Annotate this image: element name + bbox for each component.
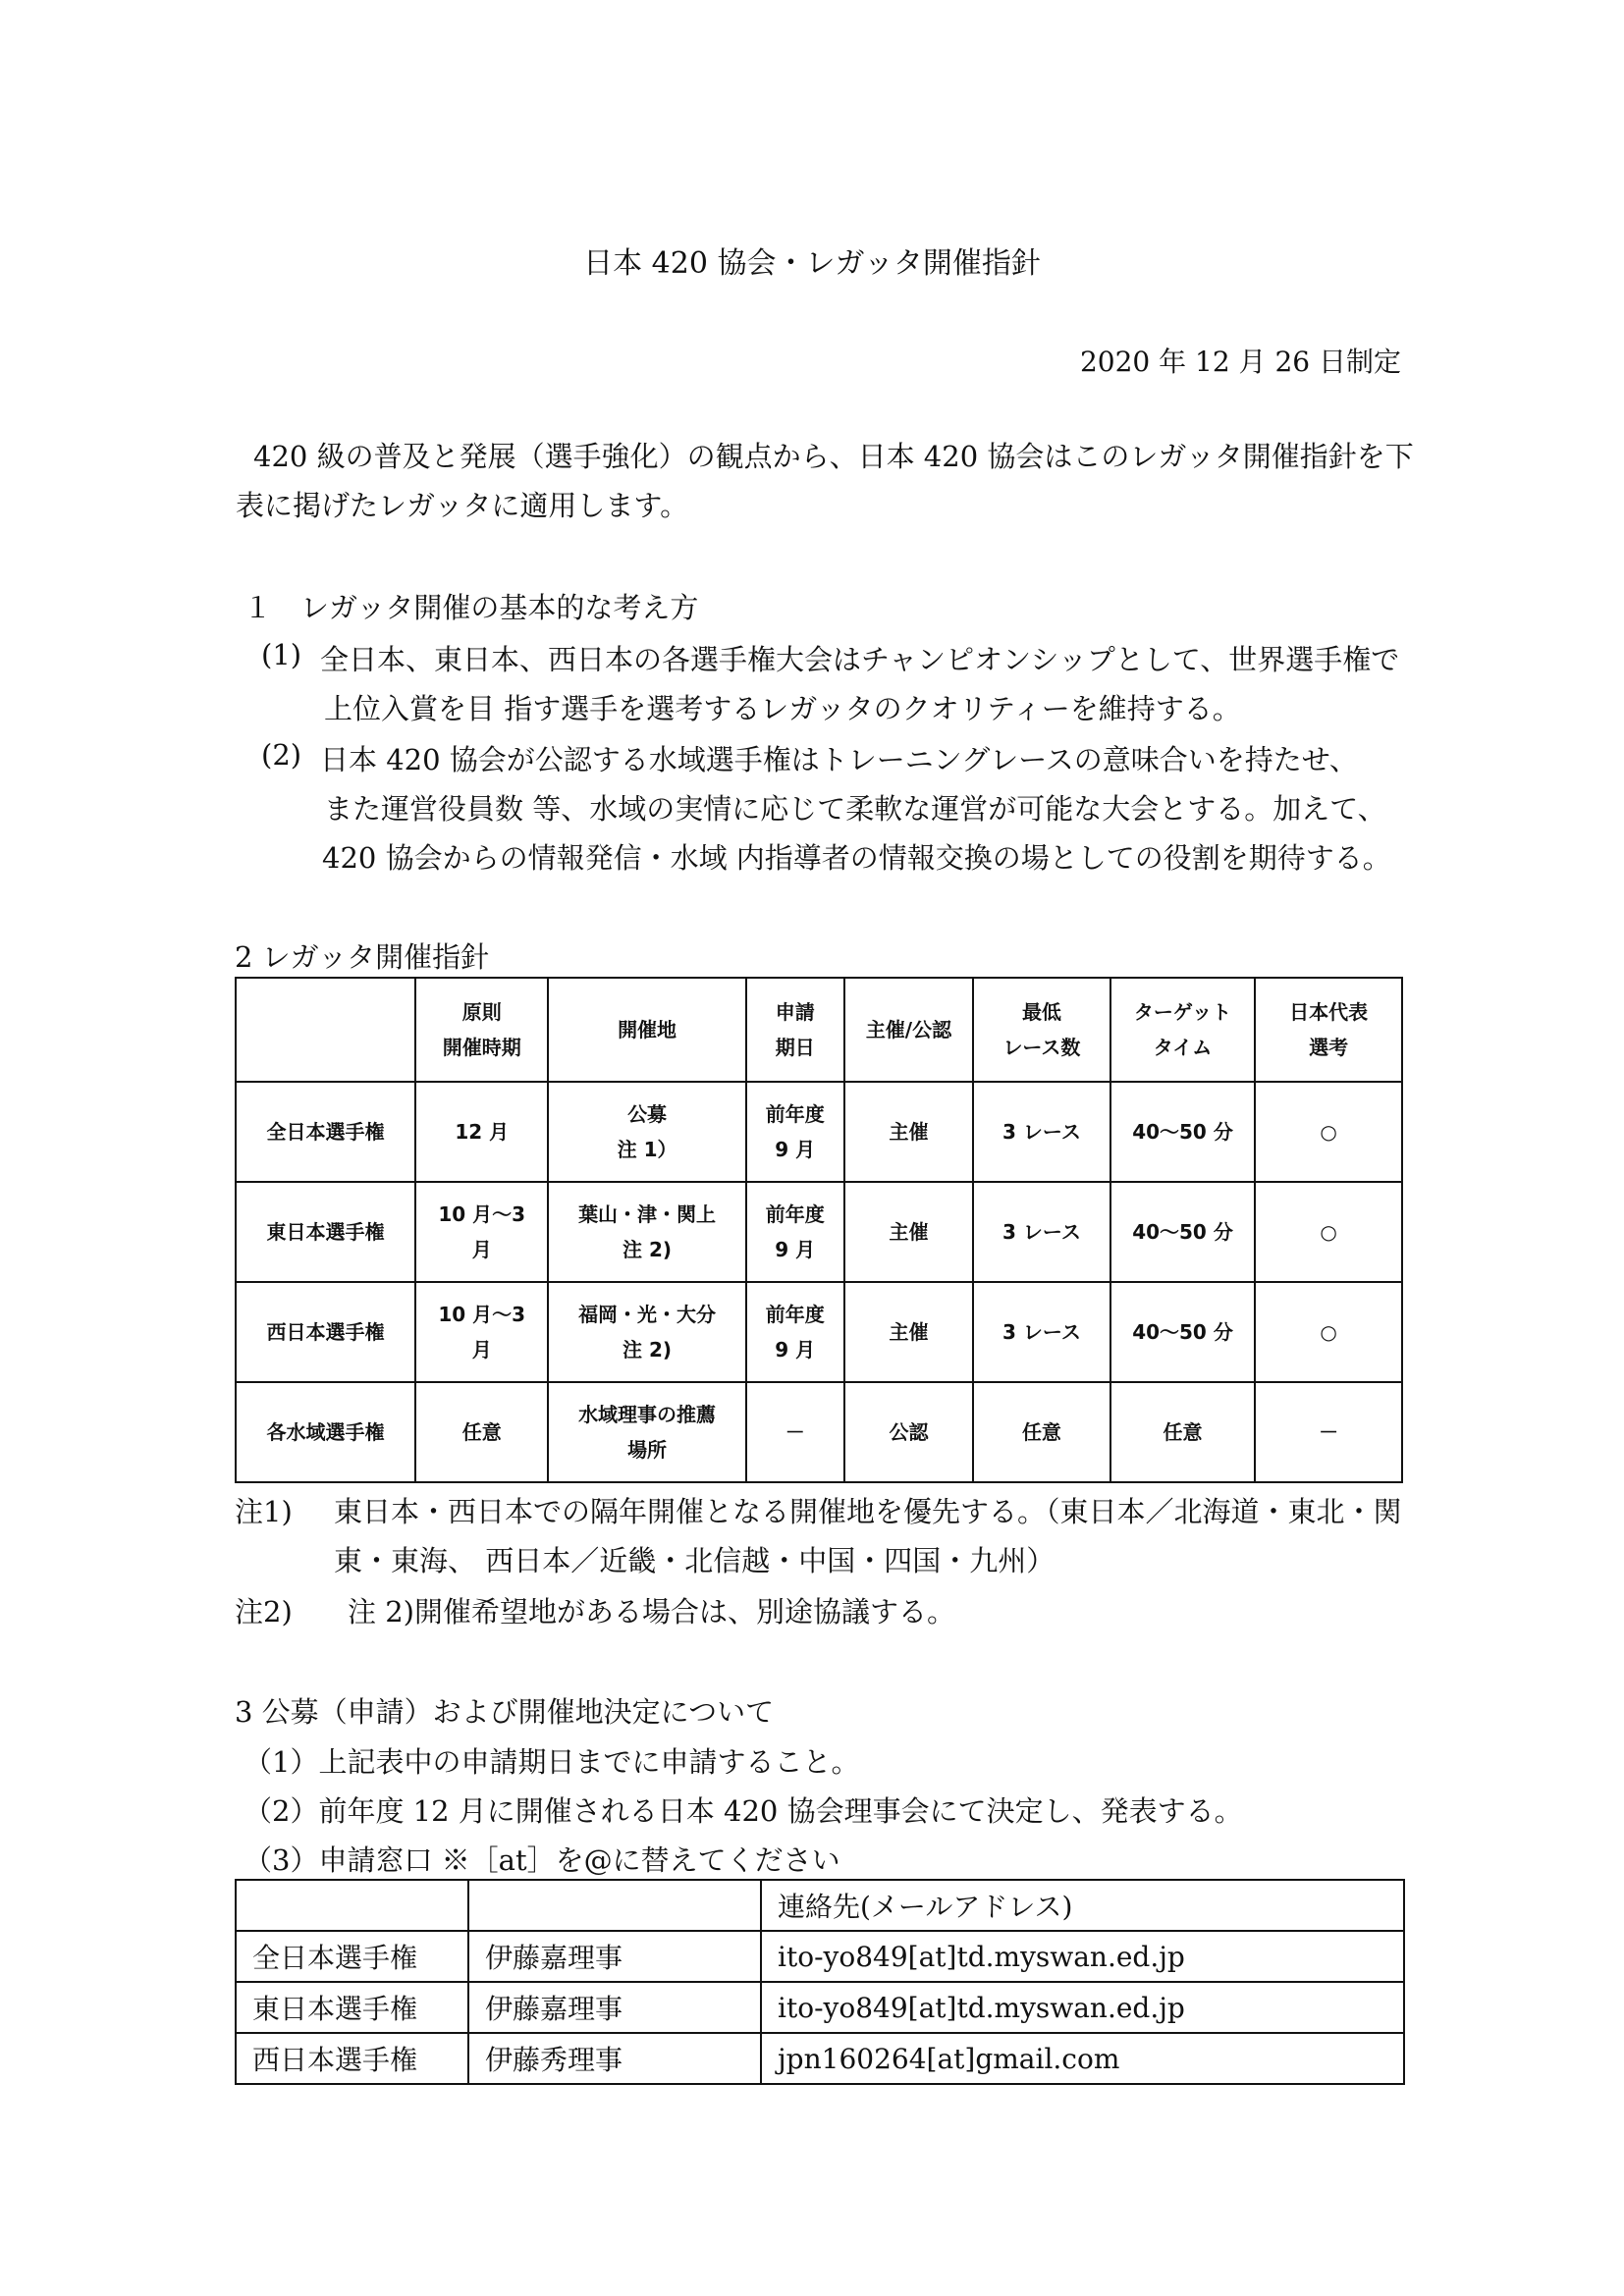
table-cell: 葉山・津・関上 注 2) [548, 1182, 745, 1282]
note-2-text: 注 2)開催希望地がある場合は、別途協議する。 [348, 1595, 955, 1629]
section-2-heading: 2 レガッタ開催指針 [235, 940, 490, 974]
table-cell: 公認 [844, 1382, 973, 1482]
intro-line-2: 表に掲げたレガッタに適用します。 [236, 489, 689, 522]
table-cell: 40～50 分 [1110, 1282, 1256, 1382]
header-cell [468, 1880, 761, 1931]
table-cell: 任意 [1110, 1382, 1256, 1482]
section-1-heading: １ レガッタ開催の基本的な考え方 [244, 591, 699, 624]
table-cell: 西日本選手権 [236, 1282, 415, 1382]
section-1-item-2-number: (2) [261, 738, 302, 772]
table-cell: 主催 [844, 1082, 973, 1182]
championship-name: 東日本選手権 [236, 1982, 468, 2033]
note-1-line-1: 東日本・西日本での隔年開催となる開催地を優先する。（東日本／北海道・東北・関 [334, 1495, 1402, 1528]
section-3-heading: 3 公募（申請）および開催地決定について [235, 1695, 775, 1729]
section-1-item-2-line-2: また運営役員数 等、水域の実情に応じて柔軟な運営が可能な大会とする。加えて、 [324, 792, 1386, 826]
header-cell: 最低 レース数 [973, 978, 1110, 1082]
table-cell: 前年度 9 月 [746, 1082, 844, 1182]
intro-line-1: 420 級の普及と発展（選手強化）の観点から、日本 420 協会はこのレガッタ開催指針を下 [253, 440, 1414, 473]
section-3-item-1: （1）上記表中の申請期日までに申請すること。 [244, 1745, 860, 1779]
note-2-label: 注2) [235, 1595, 293, 1629]
table-cell: － [1255, 1382, 1402, 1482]
director-name: 伊藤嘉理事 [468, 1931, 761, 1982]
championship-name: 西日本選手権 [236, 2033, 468, 2084]
note-1-line-2: 東・東海、 西日本／近畿・北信越・中国・四国・九州） [334, 1544, 1056, 1577]
table-cell: 前年度 9 月 [746, 1182, 844, 1282]
header-cell: 開催地 [548, 978, 745, 1082]
header-cell: 原則 開催時期 [415, 978, 548, 1082]
table-cell: 3 レース [973, 1182, 1110, 1282]
table-cell: 公募 注 1） [548, 1082, 745, 1182]
section-1-item-2-line-3: 420 協会からの情報発信・水域 内指導者の情報交換の場としての役割を期待する。 [322, 841, 1391, 875]
header-cell [236, 978, 415, 1082]
header-cell [236, 1880, 468, 1931]
director-name: 伊藤秀理事 [468, 2033, 761, 2084]
contact-table [235, 1879, 1405, 2085]
enactment-date: 2020 年 12 月 26 日制定 [1079, 346, 1401, 378]
table-row [236, 1931, 1404, 1982]
championship-name: 全日本選手権 [236, 1931, 468, 1982]
table-row [236, 1982, 1404, 2033]
table-cell: 主催 [844, 1182, 973, 1282]
table-row [236, 1082, 1402, 1182]
table-cell: 任意 [973, 1382, 1110, 1482]
table-cell: 3 レース [973, 1082, 1110, 1182]
header-cell: ターゲット タイム [1110, 978, 1256, 1082]
table-cell: 3 レース [973, 1282, 1110, 1382]
header-cell: 日本代表 選考 [1255, 978, 1402, 1082]
table-cell: 福岡・光・大分 注 2) [548, 1282, 745, 1382]
intro-paragraph [236, 432, 1414, 530]
contact-email: ito-yo849[at]td.myswan.ed.jp [761, 1931, 1404, 1982]
contact-email: ito-yo849[at]td.myswan.ed.jp [761, 1982, 1404, 2033]
table-cell: 水域理事の推薦 場所 [548, 1382, 745, 1482]
table-cell: ○ [1255, 1182, 1402, 1282]
table-cell: ○ [1255, 1082, 1402, 1182]
table-cell: － [746, 1382, 844, 1482]
table-cell: ○ [1255, 1282, 1402, 1382]
table-cell: 40～50 分 [1110, 1082, 1256, 1182]
contact-email: jpn160264[at]gmail.com [761, 2033, 1404, 2084]
table-cell: 10 月～3 月 [415, 1182, 548, 1282]
table-row [236, 2033, 1404, 2084]
contact-table-header-row [236, 1880, 1404, 1931]
table-cell: 全日本選手権 [236, 1082, 415, 1182]
section-1-item-1-line-1: 全日本、東日本、西日本の各選手権大会はチャンピオンシップとして、世界選手権で [320, 643, 1400, 676]
section-3-item-2: （2）前年度 12 月に開催される日本 420 協会理事会にて決定し、発表する。 [244, 1794, 1243, 1828]
table-row [236, 1182, 1402, 1282]
table-cell: 10 月～3 月 [415, 1282, 548, 1382]
table-cell: 40～50 分 [1110, 1182, 1256, 1282]
section-1-item-1-number: (1) [261, 638, 302, 671]
header-cell: 連絡先(メールアドレス) [761, 1880, 1404, 1931]
table-cell: 東日本選手権 [236, 1182, 415, 1282]
note-1-label: 注1) [235, 1495, 293, 1528]
table-row [236, 1282, 1402, 1382]
document-title: 日本 420 協会・レガッタ開催指針 [583, 246, 1041, 281]
table-cell: 任意 [415, 1382, 548, 1482]
section-1-item-1-line-2: 上位入賞を目 指す選手を選考するレガッタのクオリティーを維持する。 [324, 692, 1241, 725]
guideline-table-header-row [236, 978, 1402, 1082]
header-cell: 申請 期日 [746, 978, 844, 1082]
regatta-guideline-table [235, 977, 1403, 1483]
section-3-item-3: （3）申請窓口 ※［at］を@に替えてください [244, 1843, 840, 1877]
header-cell: 主催/公認 [844, 978, 973, 1082]
table-cell: 前年度 9 月 [746, 1282, 844, 1382]
section-1-item-2-line-1: 日本 420 協会が公認する水域選手権はトレーニングレースの意味合いを持たせ、 [320, 743, 1358, 776]
director-name: 伊藤嘉理事 [468, 1982, 761, 2033]
table-cell: 12 月 [415, 1082, 548, 1182]
table-cell: 各水域選手権 [236, 1382, 415, 1482]
table-cell: 主催 [844, 1282, 973, 1382]
table-row [236, 1382, 1402, 1482]
